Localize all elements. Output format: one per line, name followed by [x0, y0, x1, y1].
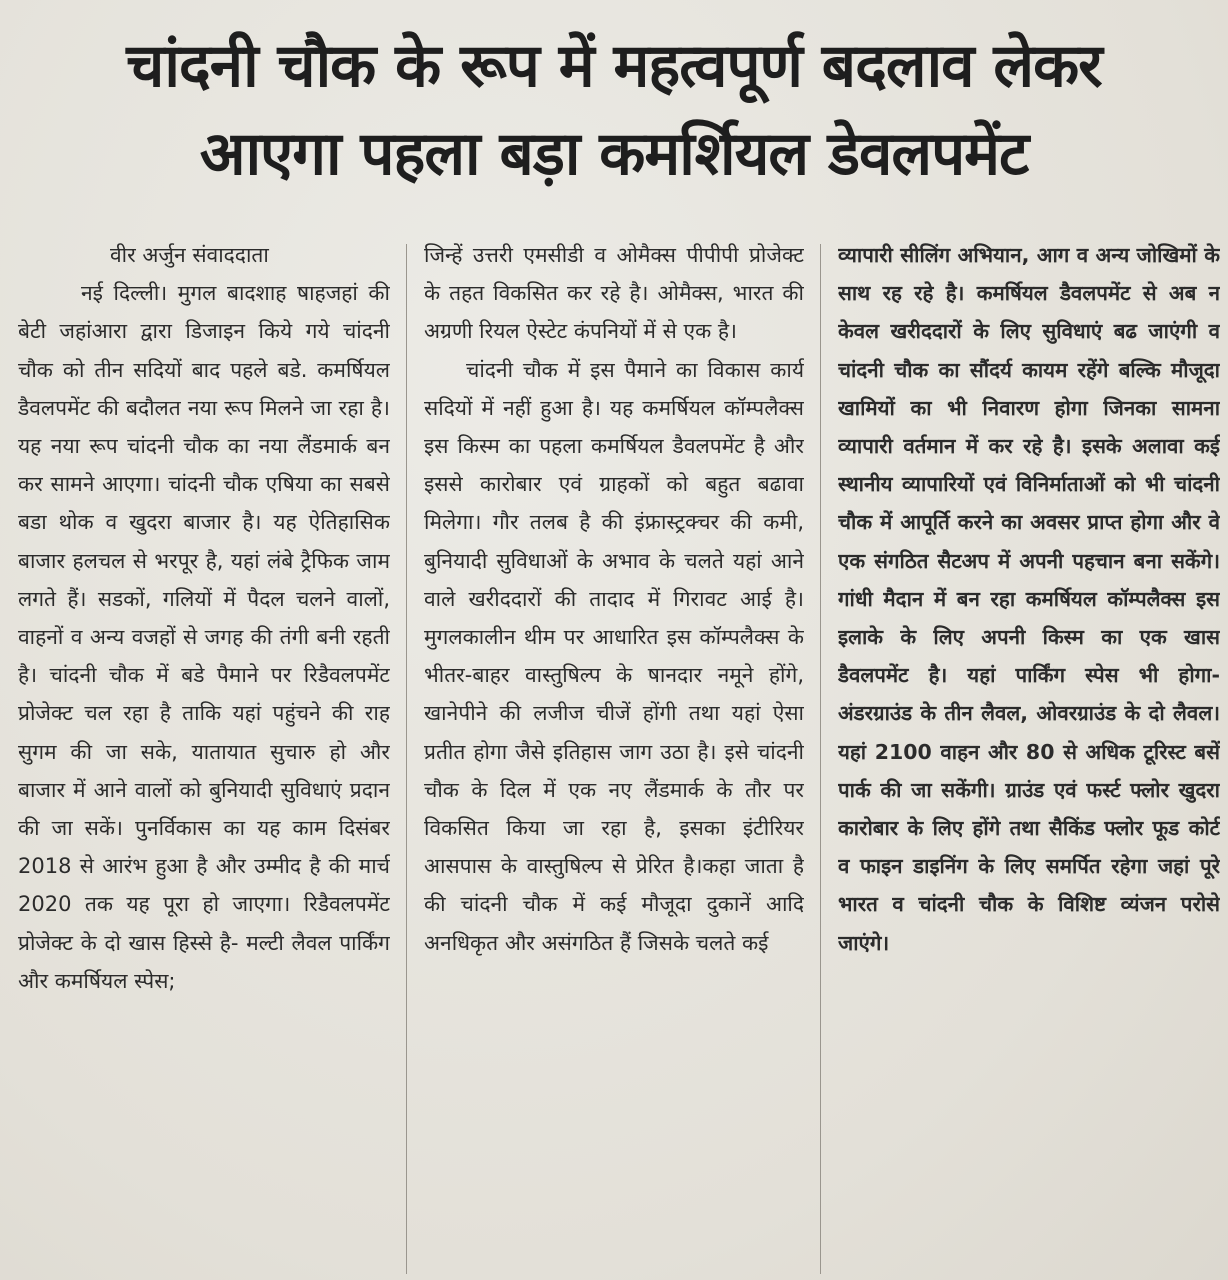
article-column-3	[838, 236, 1220, 1280]
article-columns	[0, 236, 1228, 1280]
column-2-paragraph-1: जिन्हें उत्तरी एमसीडी व ओमैक्स पीपीपी प्रोजेक्ट के तहत विकसित कर रहे है। ओमैक्स, भारत की अग्रणी रियल ऐस्टेट कंपनियों में से एक है।	[424, 243, 804, 344]
article-column-2	[424, 236, 804, 1280]
column-3-paragraph: व्यापारी सीलिंग अभियान, आग व अन्य जोखिमों के साथ रह रहे है। कमर्षियल डैवलपमेंट से अब न केवल खरीददारों के लिए सुविधाएं बढ जाएंगी व चांदनी चौक का सौंदर्य कायम रहेंगे बल्कि मौजूदा खामियों का भी निवारण होगा जिनका सामना व्यापारी वर्तमान में कर रहे है। इसके अलावा कई स्थानीय व्यापारियों एवं विनिर्माताओं को भी चांदनी चौक में आपूर्ति करने का अवसर प्राप्त होगा और वे एक संगठित सैटअप में अपनी पहचान बना सकेंगे। गांधी मैदान में बन रहा कमर्षियल कॉम्पलैक्स इस इलाके के लिए अपनी किस्म का एक खास डैवलपमेंट है। यहां पार्किंग स्पेस भी होगा- अंडरग्राउंड के तीन लैवल, ओवरग्राउंड के दो लैवल। यहां 2100 वाहन और 80 से अधिक टूरिस्ट बसें पार्क की जा सकेंगी। ग्राउंड एवं फर्स्ट फ्लोर खुदरा कारोबार के लिए होंगे तथा सैकिंड फ्लोर फूड कोर्ट व फाइन डाइनिंग के लिए समर्पित रहेगा जहां पूरे भारत व चांदनी चौक के विशिष्ट व्यंजन परोसे जाएंगे।	[838, 243, 1220, 955]
column-divider	[406, 244, 407, 1274]
byline: वीर अर्जुन संवाददाता	[110, 243, 269, 267]
column-1-paragraph: नई दिल्ली। मुगल बादशाह षाहजहां की बेटी जहांआरा द्वारा डिजाइन किये गये चांदनी चौक को तीन सदियों बाद पहले बडे. कमर्षियल डैवलपमेंट की बदौलत नया रूप मिलने जा रहा है। यह नया रूप चांदनी चौक का नया लैंडमार्क बन कर सामने आएगा। चांदनी चौक एषिया का सबसे बडा थोक व खुदरा बाजार है। यह ऐतिहासिक बाजार हलचल से भरपूर है, यहां लंबे ट्रैफिक जाम लगते हैं। सडकों, गलियों में पैदल चलने वालों, वाहनों व अन्य वजहों से जगह की तंगी बनी रहती है। चांदनी चौक में बडे पैमाने पर रिडैवलपमेंट प्रोजेक्ट चल रहा है ताकि यहां पहुंचने की राह सुगम की जा सके, यातायात सुचारु हो और बाजार में आने वालों को बुनियादी सुविधाएं प्रदान की जा सकें। पुनर्विकास का यह काम दिसंबर 2018 से आरंभ हुआ है और उम्मीद है की मार्च 2020 तक यह पूरा हो जाएगा। रिडैवलपमेंट प्रोजेक्ट के दो खास हिस्से है- मल्टी लैवल पार्किंग और कमर्षियल स्पेस;	[18, 281, 390, 993]
headline-line-2: आएगा पहला बड़ा कमर्शियल डेवलपमेंट	[199, 119, 1029, 189]
headline	[0, 0, 1228, 198]
headline-line-1: चांदनी चौक के रूप में महत्वपूर्ण बदलाव लेकर	[126, 31, 1102, 101]
column-2-paragraph-2: चांदनी चौक में इस पैमाने का विकास कार्य सदियों में नहीं हुआ है। यह कमर्षियल कॉम्पलैक्स इस किस्म का पहला कमर्षियल डैवलपमेंट है और इससे कारोबार एवं ग्राहकों को बहुत बढावा मिलेगा। गौर तलब है की इंफ्रास्ट्रक्चर की कमी, बुनियादी सुविधाओं के अभाव के चलते यहां आने वाले खरीददारों की तादाद में गिरावट आई है। मुगलकालीन थीम पर आधारित इस कॉम्पलैक्स के भीतर-बाहर वास्तुषिल्प के षानदार नमूने होंगे, खानेपीने की लजीज चीजें होंगी तथा यहां ऐसा प्रतीत होगा जैसे इतिहास जाग उठा है। इसे चांदनी चौक के दिल में एक नए लैंडमार्क के तौर पर विकसित किया जा रहा है, इसका इंटीरियर आसपास के वास्तुषिल्प से प्रेरित है।कहा जाता है की चांदनी चौक में कई मौजूदा दुकानें आदि अनधिकृत और असंगठित हैं जिसके चलते कई	[424, 357, 804, 955]
column-divider	[820, 244, 821, 1274]
article-column-1	[18, 236, 390, 1280]
